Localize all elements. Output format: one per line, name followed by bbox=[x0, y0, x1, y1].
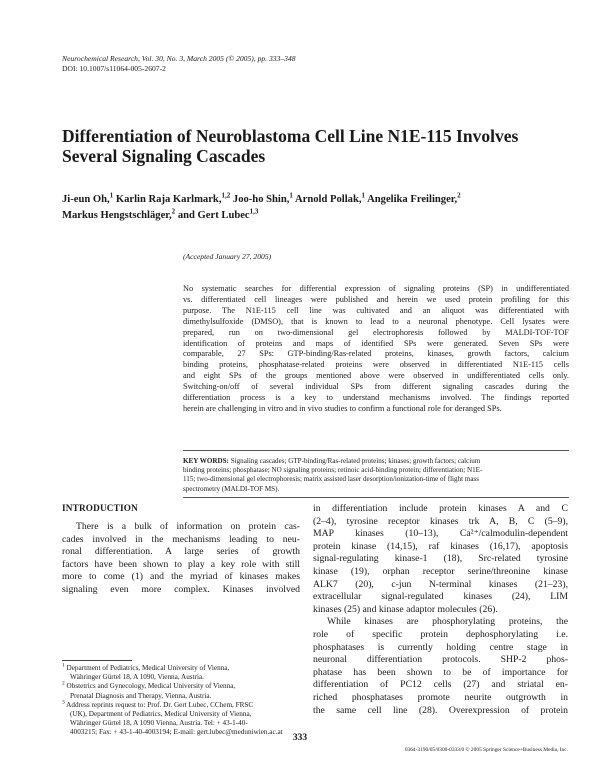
body-line: signal-regulating kinase-1 (18), Src-related tyrosine bbox=[313, 553, 568, 565]
body-line: role of specific protein dephosphorylating i.e. bbox=[313, 628, 568, 640]
body-line: riched phosphatases promote neurite outgrowth in bbox=[313, 691, 568, 703]
footnote-line: Währinger Gürtel 18, A 1090, Vienna, Austria. bbox=[70, 673, 204, 682]
intro-left-column bbox=[62, 521, 300, 597]
affiliation-mark: 1,3 bbox=[249, 207, 259, 216]
author-name: and Gert Lubec bbox=[177, 210, 250, 221]
author-list bbox=[62, 192, 542, 224]
abstract-line: prepared, run on two-dimensional gel electrophoresis followed by MALDI-TOF-TOF bbox=[183, 327, 569, 337]
keywords-line bbox=[183, 457, 569, 466]
journal-citation: Neurochemical Research, Vol. 30, No. 3, March 2005 (© 2005), pp. 333–348 bbox=[62, 54, 296, 63]
footnote-line: 4003215; Fax: + 43-1-40-4003194; E-mail: gert.lubec@meduniwien.ac.at bbox=[70, 728, 283, 737]
footnotes bbox=[62, 664, 300, 738]
footnote-line bbox=[62, 701, 300, 710]
abstract-line: No systematic searches for differential expression of signaling proteins (SP) in undifferentiated bbox=[183, 284, 569, 293]
abstract-line: vs. differentiated cell lineages were published and herein we used protein profiling for this bbox=[183, 294, 569, 304]
keywords-text: Signaling cascades; GTP-binding/Ras-related proteins; kinases; growth factors; calcium bbox=[230, 457, 481, 465]
keywords-block bbox=[183, 457, 569, 494]
affiliation-mark: 1 bbox=[289, 191, 293, 200]
accepted-date: (Accepted January 27, 2005) bbox=[183, 252, 272, 261]
author-name: Ji-eun Oh, bbox=[62, 194, 110, 205]
copyright-line: 0364-3190/05/0300-0333/0 © 2005 Springer Science+Business Media, Inc. bbox=[404, 747, 568, 753]
keywords-bottom-rule bbox=[183, 497, 569, 498]
article-title bbox=[62, 126, 542, 166]
footnote-text: Obstetrics and Gynecology, Medical University of Vienna, bbox=[66, 682, 236, 691]
author-name: Joo-ho Shin, bbox=[232, 194, 290, 205]
author-line bbox=[62, 192, 542, 208]
abstract-line: comparable, 27 SPs: GTP-binding/Ras-related proteins, kinases, growth factors, calcium bbox=[183, 349, 569, 359]
footnote-rule bbox=[62, 660, 132, 661]
abstract-line: binding proteins, phosphatase-related proteins were observed in differentiated N1E-115 cells bbox=[183, 360, 569, 370]
abstract-line: dimethylsulfoxide (DMSO), that is known to lead to a neuronal phenotype. Cell lysates were bbox=[183, 316, 569, 326]
affiliation-mark: 1 bbox=[361, 191, 366, 200]
author-name: Angelika Freilinger, bbox=[367, 194, 458, 205]
page-number: 333 bbox=[292, 733, 308, 743]
body-line: protein kinase (14,15), raf kinases (16,17), apoptosis bbox=[313, 540, 568, 552]
abstract bbox=[183, 284, 569, 415]
author-line bbox=[62, 208, 542, 224]
footnote-line bbox=[62, 664, 300, 673]
keywords-label: KEY WORDS: bbox=[183, 457, 229, 465]
abstract-line: differentiation process is a key to understand mechanisms involved. The findings reported bbox=[183, 393, 569, 403]
body-line: signaling even more complex. Kinases involved bbox=[62, 583, 300, 595]
footnote-mark: 2 bbox=[62, 681, 65, 688]
footnote-line: (UK), Department of Pediatrics, Medical University of Vienna, bbox=[70, 710, 252, 719]
section-heading: INTRODUCTION bbox=[62, 503, 138, 513]
keywords-line: spectrometry (MALDI-TOF MS). bbox=[183, 484, 280, 493]
body-line: the same cell line (28). Overexpression of protein bbox=[313, 704, 568, 716]
abstract-line: herein are challenging in vitro and in vivo studies to confirm a functional role for deranged SPs. bbox=[183, 403, 502, 413]
footnote-line bbox=[62, 682, 300, 691]
body-line: phosphatases is currently holding centre stage in bbox=[313, 641, 568, 653]
keywords-top-rule bbox=[183, 450, 569, 451]
footnote-text: Address reprints request to: Prof. Dr. Gert Lubec, CChem, FRSC bbox=[66, 700, 254, 709]
body-line: more to come (1) and the myriad of kinases makes bbox=[62, 571, 300, 583]
body-line: differentiation of PC12 cells (27) and striatal en- bbox=[313, 679, 568, 691]
body-line: ronal differentiation. A large series of growth bbox=[62, 546, 300, 558]
body-line: ALK7 (20), c-jun N-terminal kinases (21–23), bbox=[313, 578, 568, 590]
abstract-line: purpose. The N1E-115 cell line was cultivated and an aliquot was differentiated with bbox=[183, 305, 569, 315]
affiliation-mark: 2 bbox=[171, 207, 176, 216]
body-line: factors have been shown to play a key role with still bbox=[62, 558, 300, 570]
author-name: Markus Hengstschläger, bbox=[62, 210, 172, 221]
title-line: Differentiation of Neuroblastoma Cell Line N1E-115 Involves bbox=[62, 126, 519, 146]
footnote-line: Prenatal Diagnosis and Therapy, Vienna, Austria. bbox=[70, 691, 212, 700]
keywords-line: binding proteins; phosphatase; NO signaling proteins; retinoic acid-binding protein; differentiation; N1E- bbox=[183, 466, 483, 475]
keywords-line: 115; two-dimensional gel electrophoresis; matrix assisted laser desorption/ionization-time of flight mass bbox=[183, 475, 480, 484]
body-line: (2–4), tyrosine receptor kinases trk A, B, C (5–9), bbox=[313, 515, 568, 527]
author-name: Karlin Raja Karlmark, bbox=[115, 194, 222, 205]
body-line: neuronal differentiation protocols. SHP-2 phos- bbox=[313, 654, 568, 666]
intro-right-column bbox=[313, 503, 568, 717]
body-line: MAP kinases (10–13), Ca²⁺/calmodulin-dependent bbox=[313, 528, 568, 540]
body-line: kinase (19), orphan receptor serine/threonine kinase bbox=[313, 565, 568, 577]
body-line: There is a bulk of information on protein cas- bbox=[76, 521, 300, 532]
footnote-line: Währinger Gürtel 18, A 1090 Vienna, Austria. Tel: + 43-1-40- bbox=[70, 719, 248, 728]
body-line: While kinases are phosphorylating proteins, the bbox=[327, 616, 568, 628]
abstract-line: Switching-on/off of several individual SPs from different signaling cascades during the bbox=[183, 382, 569, 392]
affiliation-mark: 1 bbox=[109, 191, 114, 200]
footnote-mark: 1 bbox=[62, 662, 65, 669]
body-line: kinases (25) and kinase adaptor molecules (26). bbox=[313, 603, 498, 615]
author-name: Arnold Pollak, bbox=[295, 194, 362, 205]
body-line: extracellular signal-regulated kinases (24), LIM bbox=[313, 591, 568, 603]
abstract-line: and eight SPs of the groups mentioned above were observed in undifferentiated cells only. bbox=[183, 371, 569, 381]
affiliation-mark: 1,2 bbox=[221, 191, 231, 200]
footnote-text: Department of Pediatrics, Medical University of Vienna, bbox=[66, 664, 230, 672]
body-line: phatase has been shown to be of importance for bbox=[313, 666, 568, 678]
body-line: cades involved in the mechanisms leading to neu- bbox=[62, 533, 300, 545]
doi: DOI: 10.1007/s11064-005-2607-2 bbox=[62, 64, 166, 73]
affiliation-mark: 2 bbox=[457, 191, 461, 200]
body-line: in differentiation include protein kinases A and C bbox=[313, 503, 568, 514]
footnote-mark: 3 bbox=[62, 699, 65, 706]
abstract-line: identification of proteins and maps of identified SPs were generated. Seven SPs were bbox=[183, 338, 569, 348]
title-line: Several Signaling Cascades bbox=[62, 146, 266, 166]
